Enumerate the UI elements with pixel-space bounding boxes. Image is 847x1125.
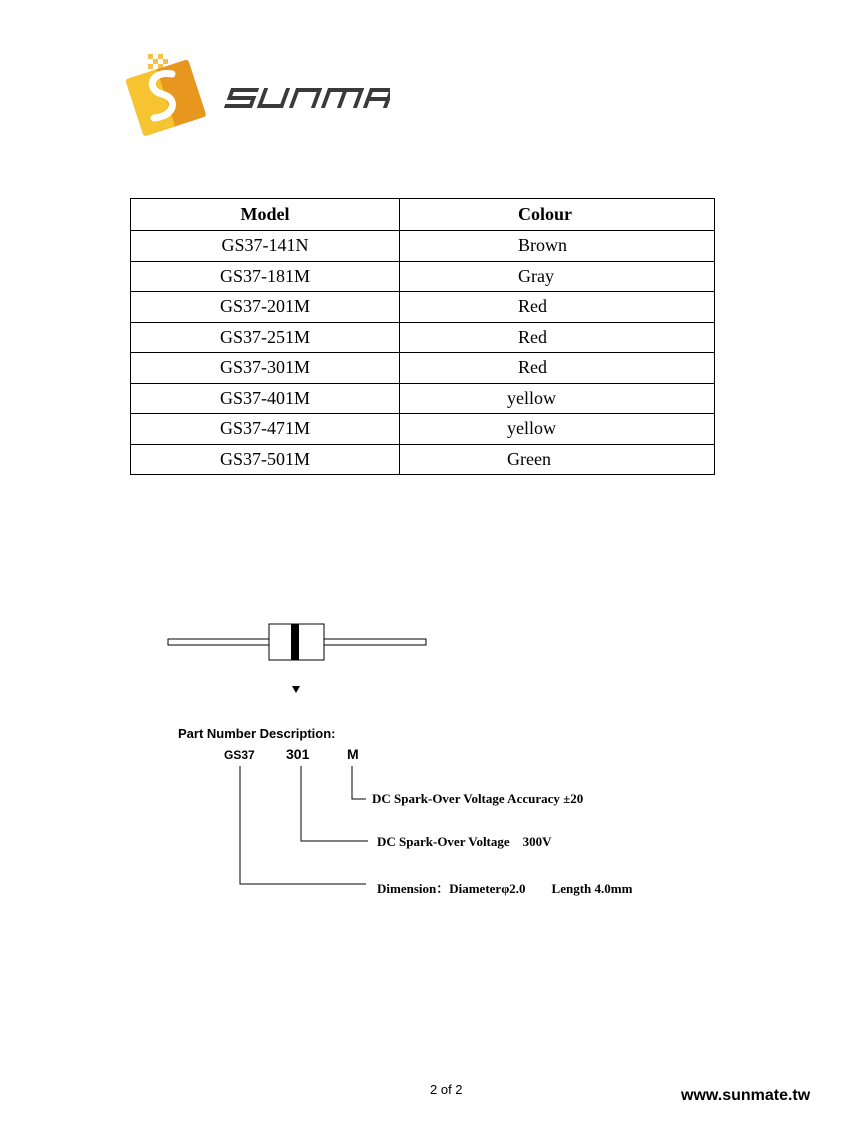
header-colour: Colour: [400, 199, 715, 231]
accuracy-description: DC Spark-Over Voltage Accuracy ±20: [372, 791, 584, 806]
sunmate-logo: [120, 50, 390, 140]
cell-colour: yellow: [400, 383, 715, 414]
part-code-voltage: 301: [286, 746, 310, 762]
table-row: [131, 322, 715, 353]
cell-colour: Red: [400, 322, 715, 353]
cell-model: GS37-301M: [131, 353, 400, 384]
table-row: [131, 292, 715, 323]
part-code-accuracy: M: [347, 746, 359, 762]
website-link[interactable]: www.sunmate.tw: [681, 1087, 811, 1104]
cell-colour: Red: [400, 292, 715, 323]
cell-model: GS37-181M: [131, 261, 400, 292]
cell-model: GS37-471M: [131, 414, 400, 445]
table-row: [131, 231, 715, 262]
dimension-description: Dimension：Diameterφ2.0 Length 4.0mm: [377, 881, 633, 896]
dimension-leader: [240, 766, 366, 884]
table-row: [131, 414, 715, 445]
colour-band: [291, 624, 299, 660]
part-number-leader-lines: [230, 760, 380, 900]
model-colour-table: [130, 198, 715, 475]
part-number-title: Part Number Description:: [178, 726, 336, 741]
cell-model: GS37-401M: [131, 383, 400, 414]
page-number: 2 of 2: [430, 1082, 463, 1097]
cell-colour: Gray: [400, 261, 715, 292]
left-lead: [168, 639, 269, 645]
voltage-description: DC Spark-Over Voltage 300V: [377, 834, 552, 849]
gas-discharge-tube-drawing: [160, 615, 440, 705]
table-row: [131, 444, 715, 475]
cell-model: GS37-201M: [131, 292, 400, 323]
accuracy-leader: [352, 766, 366, 799]
voltage-leader: [301, 766, 368, 841]
arrow-down-icon: [292, 686, 300, 693]
table-row: [131, 353, 715, 384]
cell-model: GS37-251M: [131, 322, 400, 353]
cell-model: GS37-141N: [131, 231, 400, 262]
table-row: [131, 383, 715, 414]
table-header-row: [131, 199, 715, 231]
part-code-series: GS37: [224, 748, 255, 762]
cell-colour: yellow: [400, 414, 715, 445]
table-row: [131, 261, 715, 292]
cell-colour: Brown: [400, 231, 715, 262]
header-model: Model: [131, 199, 400, 231]
cell-colour: Red: [400, 353, 715, 384]
right-lead: [324, 639, 426, 645]
cell-model: GS37-501M: [131, 444, 400, 475]
cell-colour: Green: [400, 444, 715, 475]
